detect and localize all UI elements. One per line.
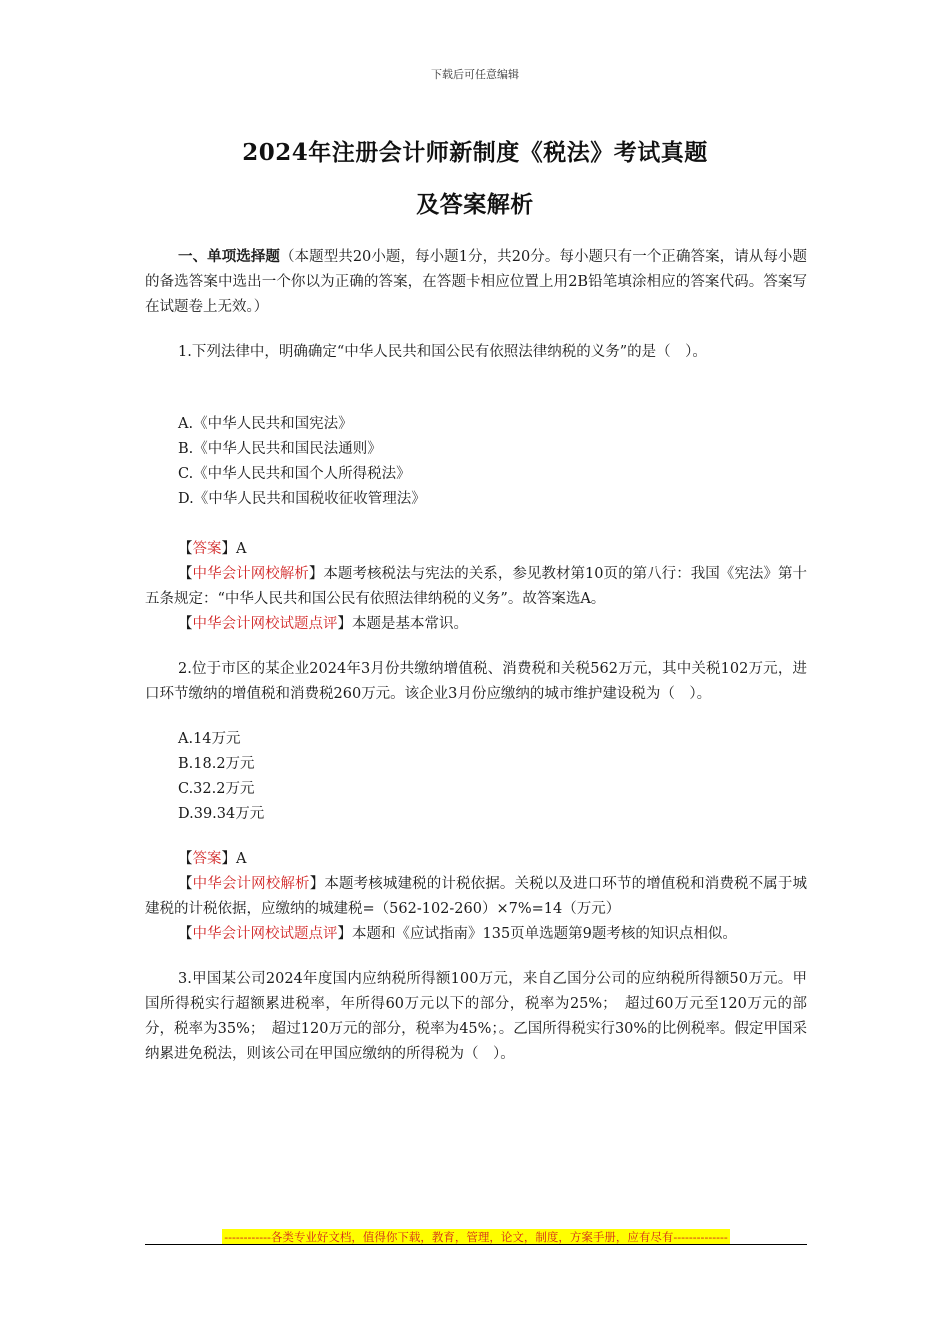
question-2-option-b: B.18.2万元	[178, 756, 255, 772]
question-1-answer: 【答案】A	[178, 541, 247, 557]
comment-tag: 中华会计网校试题点评	[192, 616, 338, 632]
question-2-comment: 【中华会计网校试题点评】本题和《应试指南》135页单选题第9题考核的知识点相似。	[178, 926, 737, 942]
question-1-stem: 1.下列法律中，明确确定“中华人民共和国公民有依照法律纳税的义务”的是（ ）。	[178, 344, 707, 360]
answer-value: A	[236, 851, 247, 867]
section-instructions: （本题型共20小题，每小题1分，共20分。每小题只有一个正确答案，请从每小题的备选答案中选出一个你以为正确的答案，在答题卡相应位置上用2B铅笔填涂相应的答案代码。答案写在试题卷上无效。）	[145, 249, 808, 315]
document-title: 2024年注册会计师新制度《税法》考试真题	[242, 139, 708, 166]
question-2-option-c: C.32.2万元	[178, 781, 255, 797]
section-heading: 一、单项选择题	[178, 248, 280, 265]
question-1-analysis: 【中华会计网校解析】本题考核税法与宪法的关系，参见教材第10页的第八行：我国《宪法》第十五条规定：“中华人民共和国公民有依照法律纳税的义务”。故答案选A。	[145, 566, 808, 607]
footer-banner	[145, 1226, 807, 1245]
footer-divider	[145, 1244, 807, 1245]
question-3-stem: 3.甲国某公司2024年度国内应纳税所得额100万元，来自乙国分公司的应纳税所得额50万元。甲国所得税实行超额累进税率，年所得60万元以下的部分，税率为25%； 超过60万元至120万元的部分，税率为35%； 超过120万元的部分，税率为45%；。乙国所得税实行30%的比例税率。假定甲国采纳累进免税法，则该公司在甲国应缴纳的所得税为（ ）。	[145, 971, 807, 1062]
comment-text: 本题和《应试指南》135页单选题第9题考核的知识点相似。	[352, 926, 737, 942]
analysis-tag: 中华会计网校解析	[192, 566, 309, 582]
question-2-stem: 2.位于市区的某企业2024年3月份共缴纳增值税、消费税和关税562万元，其中关税102万元，进口环节缴纳的增值税和消费税260万元。该企业3月份应缴纳的城市维护建设税为（ ）。	[145, 661, 807, 702]
question-1-option-a: A.《中华人民共和国宪法》	[178, 416, 353, 432]
question-2-option-a: A.14万元	[178, 731, 241, 747]
answer-tag: 答案	[192, 541, 222, 557]
question-1-option-b: B.《中华人民共和国民法通则》	[178, 441, 382, 457]
footer-text: ------------各类专业好文档，值得你下载，教育，管理，论文，制度，方案手册，应有尽有--------------	[224, 1230, 728, 1244]
document-body	[145, 244, 807, 1067]
document-subtitle: 及答案解析	[416, 191, 534, 218]
question-2-answer: 【答案】A	[178, 851, 247, 867]
question-2-analysis: 【中华会计网校解析】本题考核城建税的计税依据。关税以及进口环节的增值税和消费税不属于城建税的计税依据，应缴纳的城建税=（562-102-260）×7%=14（万元）	[145, 876, 808, 917]
analysis-text: 本题考核城建税的计税依据。关税以及进口环节的增值税和消费税不属于城建税的计税依据，应缴纳的城建税=（562-102-260）×7%=14（万元）	[145, 876, 808, 917]
answer-tag: 答案	[192, 851, 222, 867]
comment-text: 本题是基本常识。	[352, 616, 468, 632]
analysis-text: 本题考核税法与宪法的关系，参见教材第10页的第八行：我国《宪法》第十五条规定：“中华人民共和国公民有依照法律纳税的义务”。故答案选A。	[145, 566, 808, 607]
question-1-comment: 【中华会计网校试题点评】本题是基本常识。	[178, 616, 468, 632]
question-1-option-d: D.《中华人民共和国税收征收管理法》	[178, 491, 426, 507]
header-note: 下载后可任意编辑	[431, 68, 519, 81]
answer-value: A	[236, 541, 247, 557]
question-2-option-d: D.39.34万元	[178, 806, 265, 822]
question-1-option-c: C.《中华人民共和国个人所得税法》	[178, 466, 411, 482]
section-intro	[145, 244, 807, 320]
comment-tag: 中华会计网校试题点评	[192, 926, 338, 942]
analysis-tag: 中华会计网校解析	[192, 876, 310, 892]
